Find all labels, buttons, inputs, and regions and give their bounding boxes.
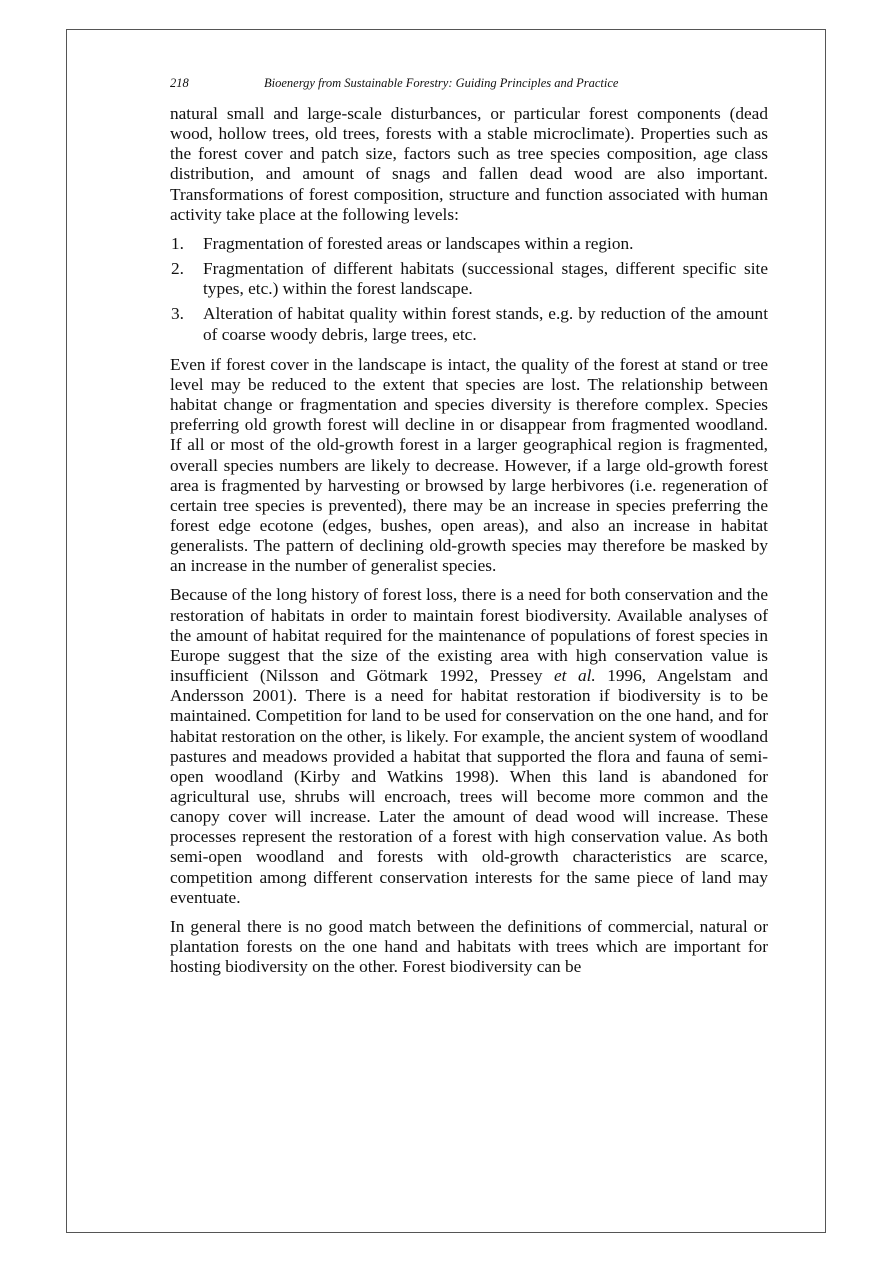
list-text: Fragmentation of different habitats (successional stages, different specific site types, etc.) within the forest landscape. [203, 259, 768, 299]
definitions-paragraph: In general there is no good match between the definitions of commercial, natural or plantation forests on the one hand and habitats with trees which are important for hosting biodiversity on the other. Forest biodiversity can be [170, 916, 768, 977]
list-number: 3. [171, 304, 184, 324]
book-title: Bioenergy from Sustainable Forestry: Guiding Principles and Practice [264, 76, 619, 90]
conservation-text-start: Because of the long history of forest loss, there is a need for both conservation and the restoration of habitats in order to maintain forest biodiversity. Available analyses of the amount of habitat required for the maintenance of populations of forest species in Europe suggest that the size of the existing area with high conservation value is insufficient (Nilsson and Götmark 1992, Pressey [170, 585, 768, 686]
list-item [170, 234, 768, 254]
list-item [170, 304, 768, 344]
list-number: 1. [171, 233, 184, 253]
page-number: 218 [170, 76, 189, 90]
running-header [170, 76, 770, 91]
conservation-paragraph [170, 585, 768, 908]
et-al-citation: et al. [554, 666, 596, 686]
list-text: Fragmentation of forested areas or landscapes within a region. [203, 233, 634, 253]
forest-cover-paragraph: Even if forest cover in the landscape is intact, the quality of the forest at stand or tree level may be reduced to the extent that species are lost. The relationship between habitat change or fragmentation and species diversity is therefore complex. Species preferring old growth forest will decline in or disappear from fragmented woodland. If all or most of the old-growth forest in a larger geographical region is fragmented, overall species numbers are likely to decrease. However, if a large old-growth forest area is fragmented by harvesting or browsed by large herbivores (i.e. regeneration of certain tree species is prevented), there may be an increase in species preferring the forest edge ecotone (edges, bushes, open areas), and also an increase in habitat generalists. The pattern of declining old-growth species may therefore be masked by an increase in the number of generalist species. [170, 354, 768, 576]
list-item [170, 259, 768, 299]
conservation-text-end: 1996, Angelstam and Andersson 2001). There is a need for habitat restoration if biodiversity is to be maintained. Competition for land to be used for conservation on the one hand, and for habitat restoration on the other, is likely. For example, the ancient system of woodland pastures and meadows provided a habitat that supported the flora and fauna of semi-open woodland (Kirby and Watkins 1998). When this land is abandoned for agricultural use, shrubs will encroach, trees will become more common and the canopy cover will increase. Later the amount of dead wood will increase. These processes represent the restoration of a forest with high conservation value. As both semi-open woodland and forests with old-growth characteristics are scarce, competition among different conservation interests for the same piece of land may eventuate. [170, 666, 768, 907]
list-number: 2. [171, 259, 184, 279]
list-text: Alteration of habitat quality within forest stands, e.g. by reduction of the amount of coarse woody debris, large trees, etc. [203, 304, 768, 344]
intro-paragraph: natural small and large-scale disturbances, or particular forest components (dead wood, hollow trees, old trees, forests with a stable microclimate). Properties such as the forest cover and patch size, factors such as tree species composition, age class distribution, and amount of snags and fallen dead wood are also important. Transformations of forest composition, structure and function associated with human activity take place at the following levels: [170, 104, 768, 224]
body-text [170, 104, 768, 986]
levels-list [170, 234, 768, 345]
